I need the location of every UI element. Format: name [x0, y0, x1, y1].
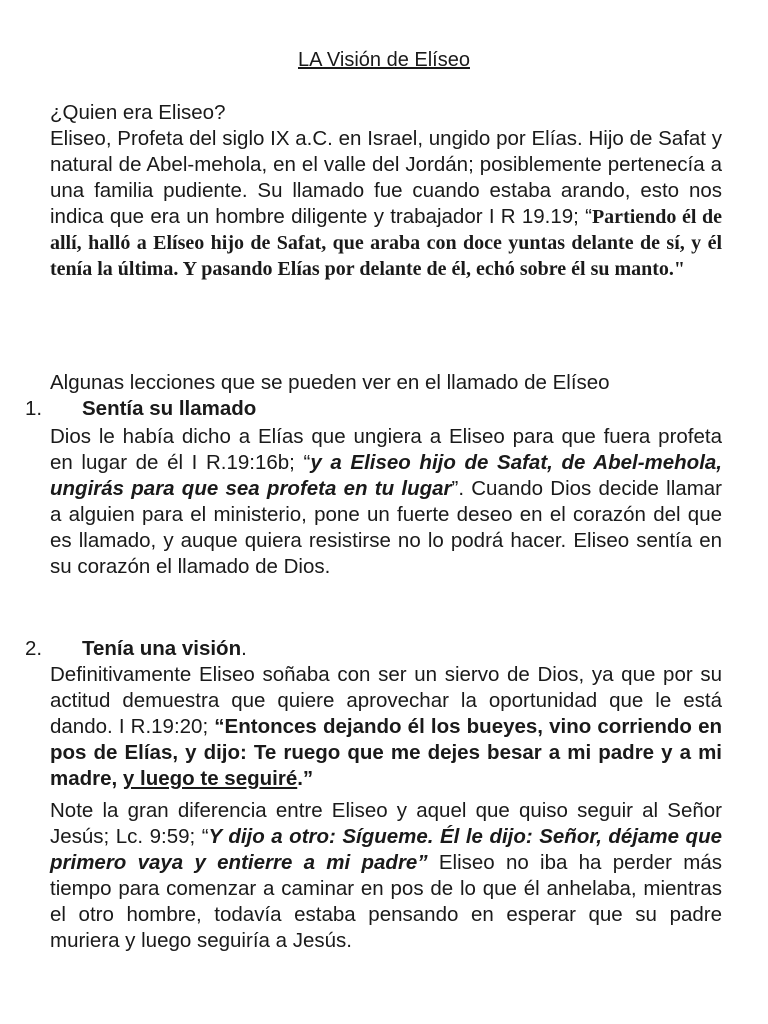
section-2-paragraph-1	[50, 662, 722, 792]
document-title: LA Visión de Elíseo	[298, 49, 470, 71]
section-1-heading: Sentía su llamado	[82, 397, 257, 420]
section-2-p2-quote: Y dijo a otro: Sígueme. Él le dijo: Señor, déjame que primero vaya y entierre a mi padre”	[50, 825, 722, 874]
section-2-p2-text-a: Note la gran diferencia entre Eliseo y aquel que quiso seguir al Señor Jesús; Lc. 9:59; “	[50, 799, 722, 848]
section-2-quote-underlined: y luego te seguiré	[122, 767, 298, 790]
section-2-heading-wrap	[82, 636, 247, 662]
lessons-intro: Algunas lecciones que se pueden ver en el llamado de Elíseo	[50, 371, 610, 394]
section-2-text-a: Definitivamente Eliseo soñaba con ser un siervo de Dios, ya que por su actitud demuestra que quiere aprovechar la oportunidad que le está dando. I R.19:20;	[50, 663, 722, 738]
section-2-number: 2.	[25, 637, 43, 660]
intro-paragraph	[50, 126, 722, 282]
section-1-number: 1.	[25, 397, 43, 420]
section-2-quote: “Entonces dejando él los bueyes, vino corriendo en pos de Elías, y dijo: Te ruego que me dejes besar a mi padre y a mi madre,	[50, 715, 722, 790]
section-1-text-b: ”. Cuando Dios decide llamar a alguien para el ministerio, pone un fuerte deseo en el corazón del que es llamado, y auque quiera resistirse no lo podrá hacer. Eliseo sentía en su corazón el llamado de Dios.	[50, 477, 722, 578]
section-2-quote-end: .”	[297, 767, 314, 790]
section-2-heading-end: .	[241, 637, 247, 660]
section-2-paragraph-2	[50, 798, 722, 954]
section-2-heading: Tenía una visión	[82, 637, 242, 660]
section-2-p2-text-b: Eliseo no iba ha perder más tiempo para comenzar a caminar en pos de lo que él anhelaba, mientras el otro hombre, todavía estaba pensando en esperar que su padre muriera y luego seguiría a Jesús.	[50, 851, 722, 952]
question-line: ¿Quien era Eliseo?	[50, 101, 226, 124]
intro-quote: Partiendo él de allí, halló a Elíseo hijo de Safat, que araba con doce yuntas delante de sí, y él tenía la última. Y pasando Elías por delante de él, echó sobre él su manto."	[50, 206, 722, 280]
section-1-quote: y a Eliseo hijo de Safat, de Abel-mehola, ungirás para que sea profeta en tu lugar	[50, 451, 722, 500]
section-1-text-a: Dios le había dicho a Elías que ungiera a Eliseo para que fuera profeta en lugar de él I R.19:16b; “	[50, 425, 722, 474]
section-1-paragraph	[50, 424, 722, 580]
intro-text: Eliseo, Profeta del siglo IX a.C. en Israel, ungido por Elías. Hijo de Safat y natural de Abel-mehola, en el valle del Jordán; posiblemente pertenecía a una familia pudiente. Su llamado fue cuando estaba arando, esto nos indica que era un hombre diligente y trabajador I R 19.19; “	[50, 127, 722, 228]
